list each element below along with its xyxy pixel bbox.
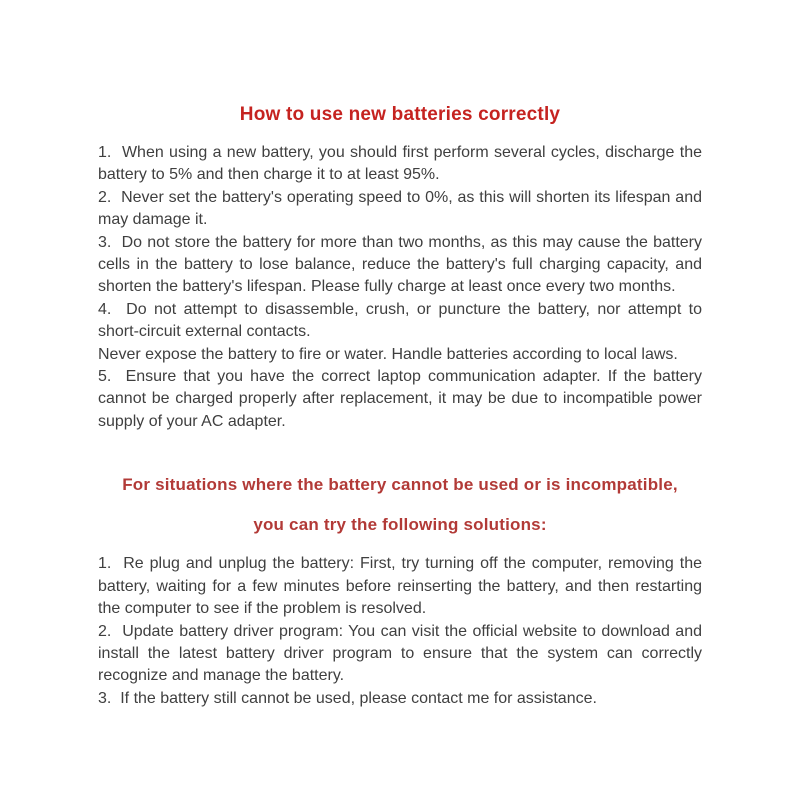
- solution-1: 1. Re plug and unplug the battery: First, try turning off the computer, removing the battery, waiting for a few minutes before reinserting the battery, and then restarting the computer to see if the problem is resolved.: [98, 555, 707, 618]
- usage-rule-2: 2. Never set the battery's operating speed to 0%, as this will shorten its lifespan and may damage it.: [98, 188, 707, 229]
- title-incompatible-battery-line1: For situations where the battery cannot be used or is incompatible,: [122, 475, 678, 495]
- section-troubleshooting-solutions: [98, 553, 707, 710]
- title-how-to-use-new-batteries: How to use new batteries correctly: [239, 104, 561, 125]
- solution-2: 2. Update battery driver program: You can visit the official website to download and install the latest battery driver program to ensure that the system can correctly recognize and manage the battery.: [98, 622, 707, 685]
- usage-rule-1: 1. When using a new battery, you should first perform several cycles, discharge the battery to 5% and then charge it to at least 95%.: [98, 144, 707, 184]
- usage-rule-4: 4. Do not attempt to disassemble, crush, or puncture the battery, nor attempt to short-circuit external contacts.: [98, 300, 707, 341]
- usage-rule-3: 3. Do not store the battery for more than two months, as this may cause the battery cells in the battery to lose balance, reduce the battery's full charging capacity, and shorten the battery's lifespan. Please fully charge at least once every two months.: [98, 233, 707, 296]
- title-incompatible-battery-line2: you can try the following solutions:: [253, 515, 547, 535]
- solution-3: 3. If the battery still cannot be used, please contact me for assistance.: [98, 689, 597, 707]
- usage-warning-fire-water: Never expose the battery to fire or water. Handle batteries according to local laws.: [98, 345, 678, 363]
- document-content: [98, 0, 707, 710]
- section-battery-usage-rules: [98, 142, 707, 433]
- usage-rule-5: 5. Ensure that you have the correct laptop communication adapter. If the battery cannot be charged properly after replacement, it may be due to incompatible power supply of your AC adapter.: [98, 368, 707, 430]
